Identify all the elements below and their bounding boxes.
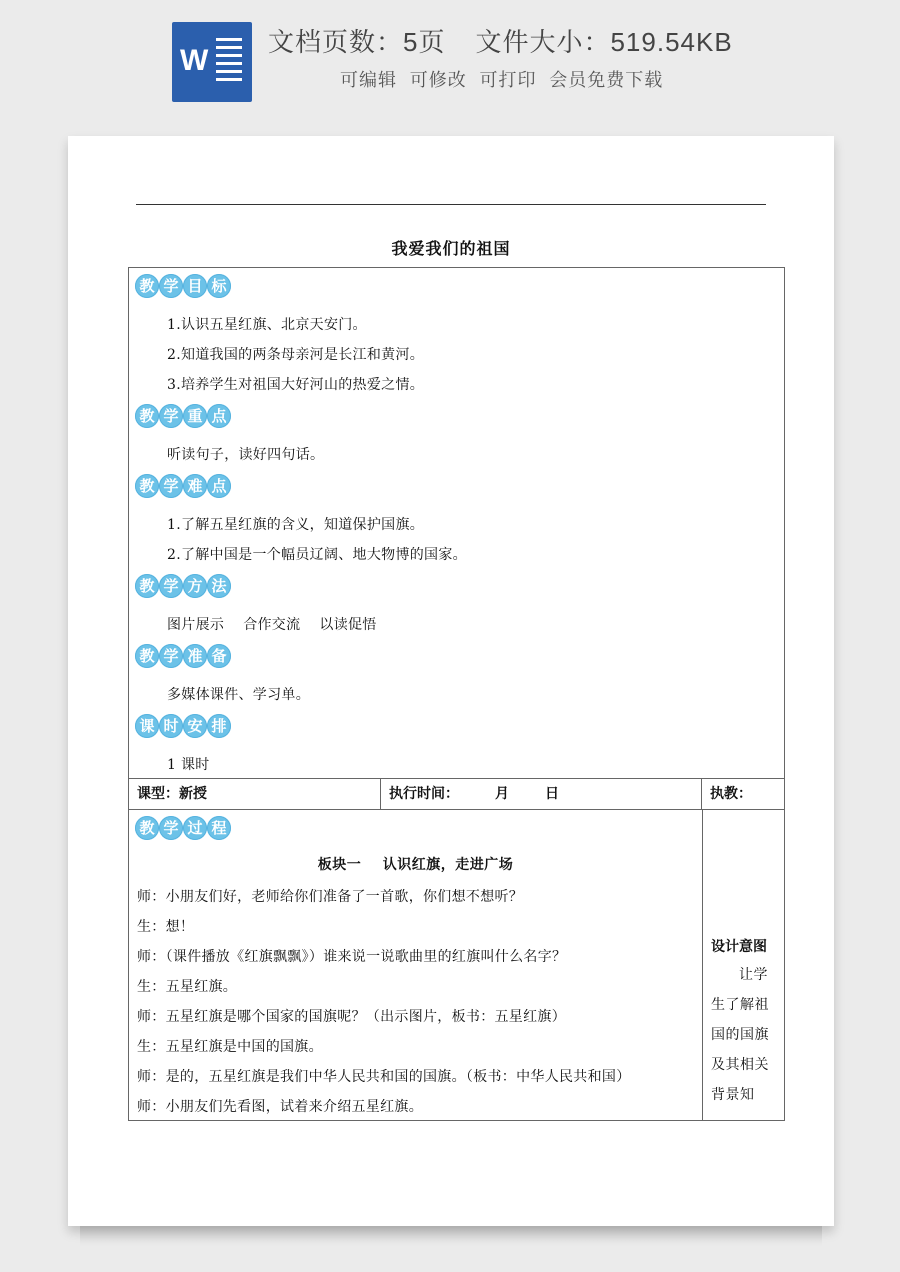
day-label: 日 (545, 786, 559, 802)
lesson-info-row (129, 778, 784, 810)
dialogue-line: 生：五星红旗是中国的国旗。 (137, 1039, 323, 1055)
teacher-cell: 执教： (710, 786, 752, 802)
block-title: 板块一 认识红旗，走进广场 (317, 857, 514, 873)
section-heading-methods: 教 学 方 法 (135, 574, 231, 600)
dialogue-line: 师：五星红旗是哪个国家的国旗呢？（出示图片，板书：五星红旗） (137, 1009, 566, 1025)
dialogue-line: 生：五星红旗。 (137, 979, 238, 995)
exec-time-cell: 执行时间： 月 日 (381, 779, 702, 809)
design-intent-text: 让学生了解祖国的国旗及其相关背景知 (711, 967, 769, 1103)
design-intent (703, 810, 784, 1120)
difficulty-line: 1.了解五星红旗的含义，知道保护国旗。 (167, 517, 425, 533)
lesson-plan-table (128, 267, 785, 1121)
file-size-label: 文件大小：519.54KB (475, 27, 733, 57)
lesson-overview (129, 268, 784, 778)
header-rule (136, 204, 766, 205)
section-heading-difficulties: 教 学 难 点 (135, 474, 231, 500)
dialogue-line: 师：小朋友们好，老师给你们准备了一首歌，你们想不想听？ (137, 889, 524, 905)
goal-line: 3.培养学生对祖国大好河山的热爱之情。 (167, 377, 425, 393)
download-banner (0, 0, 900, 120)
dialogue-line: 师：（课件播放《红旗飘飘》）谁来说一说歌曲里的红旗叫什么名字？ (137, 949, 567, 965)
process-main (129, 810, 703, 1120)
document-title: 我爱我们的祖国 (391, 239, 511, 258)
page-count-label: 文档页数：5页 (268, 27, 446, 57)
feature-member-download: 会员免费下载 (549, 70, 664, 91)
dialogue-line: 师：小朋友们先看图，试着来介绍五星红旗。 (137, 1099, 423, 1115)
method-line: 图片展示 合作交流 以读促悟 (167, 617, 377, 633)
section-heading-preparation: 教 学 准 备 (135, 644, 231, 670)
feature-list (340, 66, 669, 92)
section-heading-process: 教 学 过 程 (135, 816, 231, 842)
word-document-icon: W (172, 22, 252, 102)
difficulty-line: 2.了解中国是一个幅员辽阔、地大物博的国家。 (167, 547, 467, 563)
goal-line: 1.认识五星红旗、北京天安门。 (167, 317, 367, 333)
preparation-line: 多媒体课件、学习单。 (167, 687, 310, 703)
design-intent-title: 设计意图 (711, 939, 767, 955)
section-heading-key-points: 教 学 重 点 (135, 404, 231, 430)
section-heading-schedule: 课 时 安 排 (135, 714, 231, 740)
section-heading-goals: 教 学 目 标 (135, 274, 231, 300)
key-point-line: 听读句子，读好四句话。 (167, 447, 325, 463)
feature-editable: 可编辑 (340, 70, 397, 91)
feature-modifiable: 可修改 (409, 70, 467, 91)
dialogue-line: 师：是的，五星红旗是我们中华人民共和国的国旗。（板书：中华人民共和国） (137, 1069, 631, 1085)
page-shadow (80, 1226, 822, 1246)
schedule-line: 1 课时 (167, 757, 210, 773)
goal-line: 2.知道我国的两条母亲河是长江和黄河。 (167, 347, 425, 363)
file-info-title (268, 22, 733, 59)
dialogue-line: 生：想！ (137, 919, 195, 935)
lesson-type-cell: 课型：新授 (129, 779, 381, 809)
month-label: 月 (495, 786, 509, 802)
teaching-process (129, 810, 784, 1120)
document-page (68, 136, 834, 1226)
feature-printable: 可打印 (479, 70, 537, 91)
